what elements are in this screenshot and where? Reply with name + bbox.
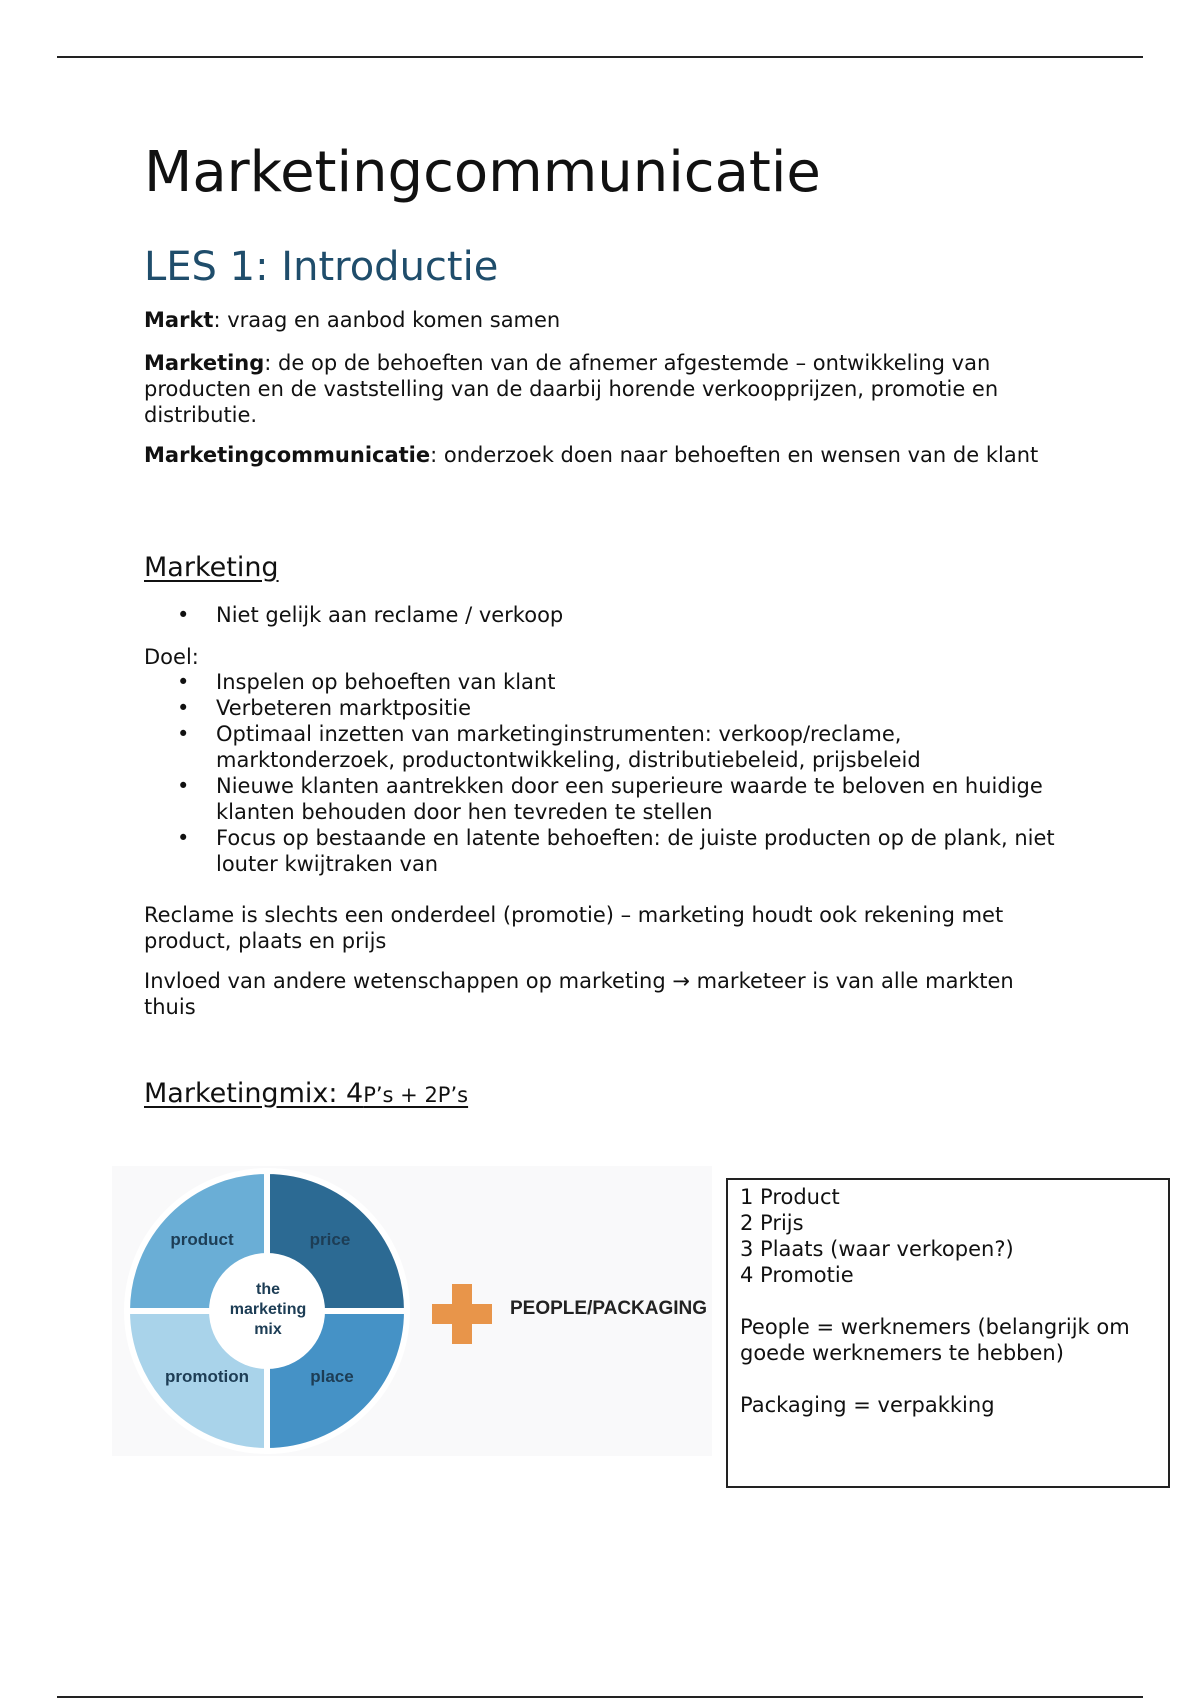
box-line: 3 Plaats (waar verkopen?) [740, 1237, 1014, 1261]
list-item: • Niet gelijk aan reclame / verkoop [144, 602, 1064, 628]
quadrant-label-promotion: promotion [164, 1367, 250, 1386]
box-spacer [740, 1288, 1156, 1314]
box-people-line: goede werknemers te hebben) [740, 1341, 1064, 1365]
center-label-line: marketing [229, 1301, 307, 1318]
list-item: • Nieuwe klanten aantrekken door een superieure waarde te beloven en huidige klanten behouden door hen tevreden te stellen [144, 773, 1064, 825]
box-line: 1 Product [740, 1185, 840, 1209]
definition-markt [144, 307, 1064, 333]
list-item: • Optimaal inzetten van marketinginstrumenten: verkoop/reclame, marktonderzoek, productontwikkeling, distributiebeleid, prijsbeleid [144, 721, 1064, 773]
invloed-paragraph: Invloed van andere wetenschappen op marketing → marketeer is van alle markten thuis [144, 969, 1014, 1019]
marketingmix-heading-main: Marketingmix: 4 [144, 1078, 364, 1109]
plus-icon [430, 1282, 494, 1346]
box-people-line: People = werknemers (belangrijk om [740, 1315, 1130, 1339]
center-label-line: the [256, 1281, 280, 1298]
marketingmix-heading-small: P’s + 2P’s [363, 1083, 469, 1107]
marketing-mix-wheel [122, 1166, 412, 1456]
definition-term: Markt [144, 308, 214, 332]
list-item: • Verbeteren marktpositie [144, 695, 1064, 721]
doel-label: Doel: [144, 645, 199, 669]
people-packaging-label: PEOPLE/PACKAGING [510, 1298, 708, 1319]
mix-summary-box [726, 1178, 1170, 1488]
definition-term: Marketing [144, 351, 265, 375]
list-item: • Focus op bestaande en latente behoeften: de juiste producten op de plank, niet louter kwijtraken van [144, 825, 1064, 877]
box-spacer [740, 1366, 1156, 1392]
box-line: 2 Prijs [740, 1211, 804, 1235]
document-title: Marketingcommunicatie [144, 140, 821, 205]
quadrant-label-price: price [309, 1230, 351, 1249]
doel-bullets [144, 669, 1064, 877]
definition-term: Marketingcommunicatie [144, 443, 431, 467]
marketingmix-heading [144, 1078, 468, 1109]
definition-text: : de op de behoeften van de afnemer afgestemde – ontwikkeling van producten en de vaststelling van de daarbij horende verkoopprijzen, promotie en distributie. [144, 351, 999, 427]
quadrant-label-product: product [170, 1230, 234, 1249]
lesson-heading: LES 1: Introductie [144, 244, 499, 290]
reclame-paragraph: Reclame is slechts een onderdeel (promotie) – marketing houdt ook rekening met product, plaats en prijs [144, 903, 1004, 953]
center-label-line: mix [254, 1321, 282, 1338]
marketing-bullets [144, 602, 1064, 628]
quadrant-label-place: place [310, 1367, 354, 1386]
definition-marketingcommunicatie [144, 442, 1064, 468]
footer-rule [57, 1696, 1143, 1698]
marketing-mix-figure [112, 1166, 712, 1456]
box-line: 4 Promotie [740, 1263, 854, 1287]
box-packaging-line: Packaging = verpakking [740, 1393, 995, 1417]
definition-text: : onderzoek doen naar behoeften en wensen van de klant [430, 443, 1039, 467]
marketing-heading: Marketing [144, 552, 279, 583]
definition-marketing [144, 350, 1064, 428]
list-item: • Inspelen op behoeften van klant [144, 669, 1064, 695]
definition-text: : vraag en aanbod komen samen [213, 308, 561, 332]
header-rule [57, 56, 1143, 58]
